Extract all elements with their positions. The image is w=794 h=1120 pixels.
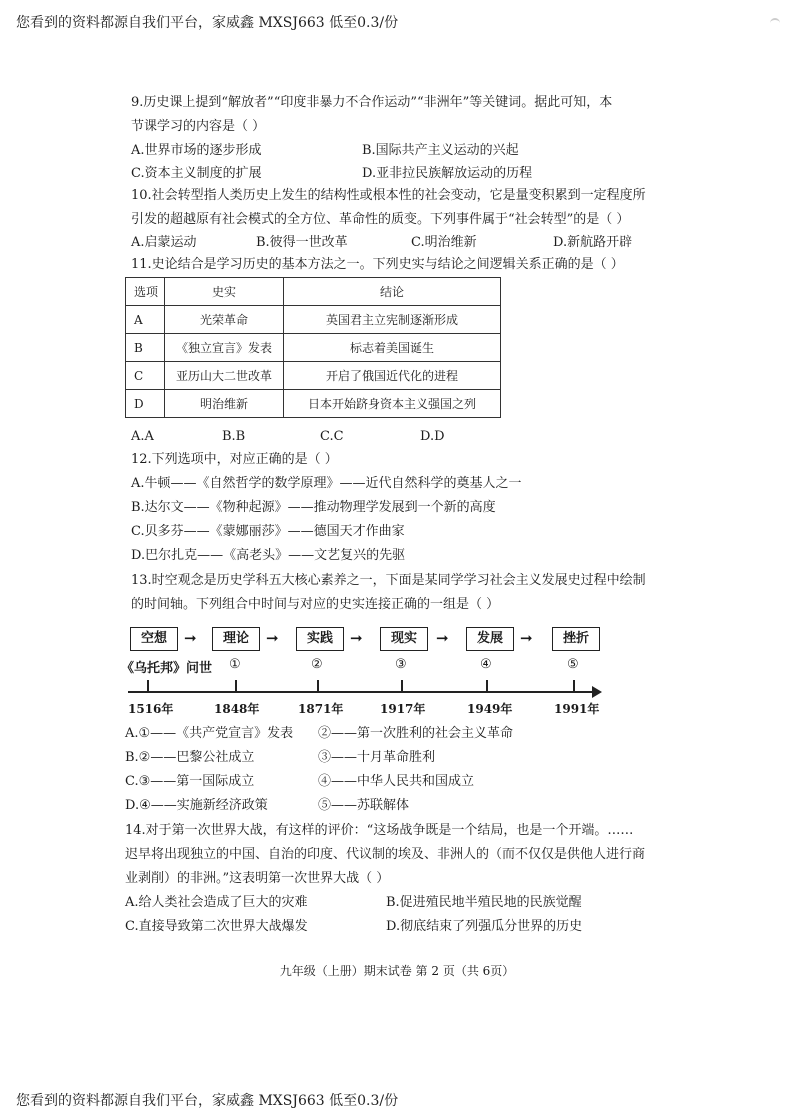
timeline-year: 1516年 [128, 702, 174, 716]
timeline-box: 空想 [130, 627, 178, 651]
timeline-year: 1848年 [214, 702, 260, 716]
timeline-year: 1871年 [298, 702, 344, 716]
timeline-event-label: ④ [480, 657, 492, 672]
corner-mark-icon [770, 18, 780, 28]
table-cell-conclusion: 标志着美国诞生 [284, 334, 501, 362]
timeline-tick [317, 680, 319, 692]
timeline-event-label: ③ [395, 657, 407, 672]
q9-option-d: D.亚非拉民族解放运动的历程 [362, 166, 533, 181]
table-cell-fact: 亚历山大二世改革 [165, 362, 284, 390]
q13-stem-line1: 13.时空观念是历史学科五大核心素养之一，下面是某同学学习社会主义发展史过程中绘制 [131, 573, 646, 588]
timeline-year: 1949年 [467, 702, 513, 716]
table-cell-fact: 光荣革命 [165, 306, 284, 334]
right-arrow-icon: ➞ [266, 629, 279, 647]
q13-stem-line2: 的时间轴。下列组合中时间与对应的史实连接正确的一组是（ ） [131, 597, 500, 612]
table-cell-option: D [126, 390, 165, 418]
table-cell-conclusion: 英国君主立宪制逐渐形成 [284, 306, 501, 334]
right-arrow-icon: ➞ [184, 629, 197, 647]
q13-option-c-part1: C.③——第一国际成立 [125, 774, 255, 789]
q13-option-c-part2: ④——中华人民共和国成立 [318, 774, 475, 789]
q13-option-d-part1: D.④——实施新经济政策 [125, 798, 268, 813]
bottom-watermark-banner: 您看到的资料都源自我们平台，家威鑫 MXSJ663 低至0.3/份 [16, 1093, 399, 1109]
timeline-box: 发展 [466, 627, 514, 651]
table-row [126, 362, 501, 390]
q14-option-d: D.彻底结束了列强瓜分世界的历史 [386, 919, 583, 934]
q14-option-a: A.给人类社会造成了巨大的灾难 [125, 895, 308, 910]
table-cell-conclusion: 开启了俄国近代化的进程 [284, 362, 501, 390]
table-row [126, 334, 501, 362]
q14-stem-line3: 业剥削）的非洲。”这表明第一次世界大战（ ） [125, 871, 390, 886]
q11-option-b: B.B [222, 429, 246, 444]
right-arrow-icon: ➞ [436, 629, 449, 647]
timeline-tick [573, 680, 575, 692]
table-cell-fact: 《独立宣言》发表 [165, 334, 284, 362]
table-row [126, 306, 501, 334]
q12-option-c: C.贝多芬——《蒙娜丽莎》——德国天才作曲家 [131, 524, 405, 539]
q14-stem-line2: 迟早将出现独立的中国、自治的印度、代议制的埃及、非洲人的（而不仅仅是供他人进行商 [125, 847, 646, 862]
q12-option-d: D.巴尔扎克——《高老头》——文艺复兴的先驱 [131, 548, 406, 563]
q10-stem-line1: 10.社会转型指人类历史上发生的结构性或根本性的社会变动，它是量变积累到一定程度所 [131, 188, 646, 203]
right-arrow-icon: ➞ [520, 629, 533, 647]
q13-option-d-part2: ⑤——苏联解体 [318, 798, 410, 813]
q11-fact-table [125, 277, 501, 418]
q12-option-a: A.牛顿——《自然哲学的数学原理》——近代自然科学的奠基人之一 [131, 476, 522, 491]
table-header-fact: 史实 [165, 278, 284, 306]
q9-stem-line1: 9.历史课上提到“解放者”“印度非暴力不合作运动”“非洲年”等关键词。据此可知，本 [131, 95, 613, 110]
table-cell-fact: 明治维新 [165, 390, 284, 418]
timeline-year: 1991年 [554, 702, 600, 716]
timeline-box: 实践 [296, 627, 344, 651]
timeline-year: 1917年 [380, 702, 426, 716]
timeline-event-label: ② [311, 657, 323, 672]
q13-option-a-part1: A.①——《共产党宣言》发表 [125, 726, 294, 741]
timeline-box: 理论 [212, 627, 260, 651]
top-watermark-banner: 您看到的资料都源自我们平台，家威鑫 MXSJ663 低至0.3/份 [16, 15, 399, 31]
table-header-conclusion: 结论 [284, 278, 501, 306]
table-cell-option: B [126, 334, 165, 362]
timeline-box: 挫折 [552, 627, 600, 651]
timeline-box: 现实 [380, 627, 428, 651]
timeline-event-label: 《乌托邦》问世 [121, 661, 213, 676]
right-arrow-icon: ➞ [350, 629, 363, 647]
timeline-event-label: ① [229, 657, 241, 672]
q10-option-c: C.明治维新 [411, 235, 477, 250]
timeline-event-label: ⑤ [567, 657, 579, 672]
table-header-row [126, 278, 501, 306]
page-footer: 九年级（上册）期末试卷 第 2 页（共 6页） [279, 964, 515, 978]
q9-option-b: B.国际共产主义运动的兴起 [362, 143, 519, 158]
table-cell-option: A [126, 306, 165, 334]
timeline-tick [486, 680, 488, 692]
q14-option-c: C.直接导致第二次世界大战爆发 [125, 919, 308, 934]
timeline-tick [235, 680, 237, 692]
table-header-option: 选项 [126, 278, 165, 306]
q12-stem: 12.下列选项中，对应正确的是（ ） [131, 452, 338, 467]
table-cell-conclusion: 日本开始跻身资本主义强国之列 [284, 390, 501, 418]
q11-option-a: A.A [131, 429, 154, 444]
q9-option-a: A.世界市场的逐步形成 [131, 143, 262, 158]
q10-option-b: B.彼得一世改革 [256, 235, 348, 250]
q10-option-a: A.启蒙运动 [131, 235, 197, 250]
q14-stem-line1: 14.对于第一次世界大战，有这样的评价：“这场战争既是一个结局，也是一个开端。…… [125, 823, 634, 838]
q14-option-b: B.促进殖民地半殖民地的民族觉醒 [386, 895, 582, 910]
q13-option-b-part1: B.②——巴黎公社成立 [125, 750, 255, 765]
q13-option-b-part2: ③——十月革命胜利 [318, 750, 436, 765]
q11-option-c: C.C [320, 429, 344, 444]
q11-option-d: D.D [420, 429, 445, 444]
axis-arrowhead-icon [592, 686, 602, 698]
table-cell-option: C [126, 362, 165, 390]
q10-option-d: D.新航路开辟 [553, 235, 633, 250]
q13-option-a-part2: ②——第一次胜利的社会主义革命 [318, 726, 514, 741]
timeline-tick [401, 680, 403, 692]
table-row [126, 390, 501, 418]
q9-option-c: C.资本主义制度的扩展 [131, 166, 262, 181]
q11-stem: 11.史论结合是学习历史的基本方法之一。下列史实与结论之间逻辑关系正确的是（ ） [131, 257, 624, 272]
q9-stem-line2: 节课学习的内容是（ ） [131, 119, 266, 134]
timeline-axis [128, 691, 596, 693]
timeline-tick [147, 680, 149, 692]
q12-option-b: B.达尔文——《物种起源》——推动物理学发展到一个新的高度 [131, 500, 496, 515]
q10-stem-line2: 引发的超越原有社会模式的全方位、革命性的质变。下列事件属于“社会转型”的是（ ） [131, 212, 630, 227]
